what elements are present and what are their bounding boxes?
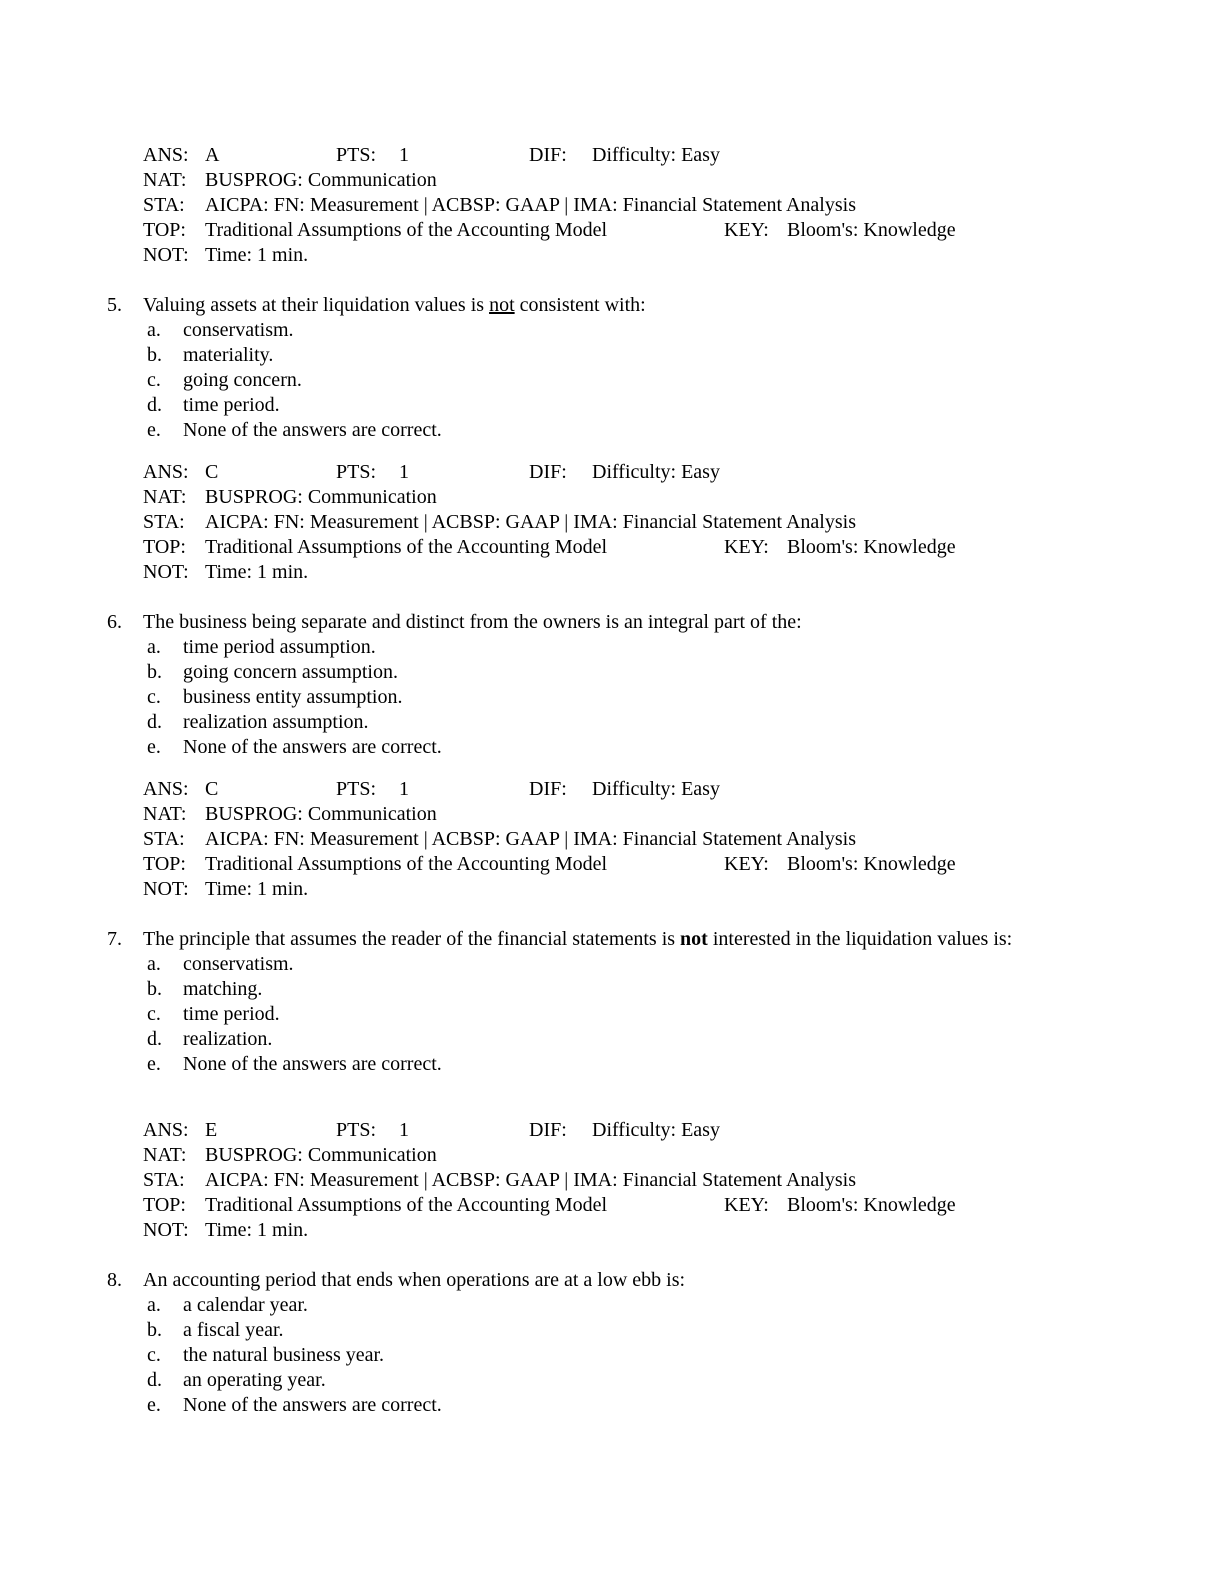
choice-letter: d. xyxy=(147,1369,162,1391)
choice-letter: e. xyxy=(147,1053,161,1075)
sta-value: AICPA: FN: Measurement | ACBSP: GAAP | IMA: Financial Statement Analysis xyxy=(205,511,856,533)
not-label: NOT: xyxy=(143,561,189,583)
key-label: KEY: xyxy=(724,1194,769,1216)
sta-label: STA: xyxy=(143,511,185,533)
question-stem xyxy=(107,293,1107,318)
choice-letter: a. xyxy=(147,319,161,341)
choice-d xyxy=(147,393,1107,418)
stem-text: An accounting period that ends when operations are at a low ebb is: xyxy=(143,1269,686,1291)
choice-text: going concern assumption. xyxy=(183,661,398,683)
choice-letter: b. xyxy=(147,978,162,1000)
choice-c xyxy=(147,1343,1107,1368)
choice-text: realization. xyxy=(183,1028,273,1050)
choice-text: None of the answers are correct. xyxy=(183,736,442,758)
pts-value: 1 xyxy=(399,461,409,483)
stem-text: Valuing assets at their liquidation values is xyxy=(143,294,490,316)
choice-letter: d. xyxy=(147,711,162,733)
choice-text: None of the answers are correct. xyxy=(183,1053,442,1075)
pts-label: PTS: xyxy=(336,1119,377,1141)
choice-e xyxy=(147,1393,1107,1418)
top-label: TOP: xyxy=(143,536,186,558)
dif-value: Difficulty: Easy xyxy=(592,778,720,800)
question-number: 6. xyxy=(107,611,122,633)
choice-list xyxy=(147,635,1107,760)
ans-label: ANS: xyxy=(143,144,189,166)
pts-label: PTS: xyxy=(336,461,377,483)
choice-letter: b. xyxy=(147,661,162,683)
not-value: Time: 1 min. xyxy=(205,244,309,266)
choice-c xyxy=(147,1002,1107,1027)
stem-text: The principle that assumes the reader of the financial statements is xyxy=(143,928,681,950)
question-stem xyxy=(107,927,1107,952)
nat-value: BUSPROG: Communication xyxy=(205,1144,437,1166)
sta-value: AICPA: FN: Measurement | ACBSP: GAAP | IMA: Financial Statement Analysis xyxy=(205,1169,856,1191)
choice-text: realization assumption. xyxy=(183,711,369,733)
choice-letter: e. xyxy=(147,1394,161,1416)
choice-list xyxy=(147,318,1107,443)
ans-label: ANS: xyxy=(143,778,189,800)
ans-value: C xyxy=(205,461,219,483)
nat-value: BUSPROG: Communication xyxy=(205,803,437,825)
question-number: 5. xyxy=(107,294,122,316)
choice-d xyxy=(147,1027,1107,1052)
choice-letter: b. xyxy=(147,344,162,366)
stem-text-after: consistent with: xyxy=(514,294,646,316)
sta-label: STA: xyxy=(143,194,185,216)
choice-letter: c. xyxy=(147,369,161,391)
choice-a xyxy=(147,1293,1107,1318)
choice-c xyxy=(147,685,1107,710)
sta-label: STA: xyxy=(143,1169,185,1191)
dif-value: Difficulty: Easy xyxy=(592,144,720,166)
key-value: Bloom's: Knowledge xyxy=(787,536,956,558)
choice-b xyxy=(147,660,1107,685)
nat-label: NAT: xyxy=(143,486,187,508)
choice-text: materiality. xyxy=(183,344,274,366)
choice-letter: c. xyxy=(147,1344,161,1366)
choice-text: time period. xyxy=(183,394,280,416)
choice-text: the natural business year. xyxy=(183,1344,385,1366)
choice-list xyxy=(147,952,1107,1077)
dif-value: Difficulty: Easy xyxy=(592,1119,720,1141)
choice-b xyxy=(147,1318,1107,1343)
ans-value: C xyxy=(205,778,219,800)
top-value: Traditional Assumptions of the Accounting Model xyxy=(205,853,608,875)
key-label: KEY: xyxy=(724,536,769,558)
not-label: NOT: xyxy=(143,1219,189,1241)
choice-text: a fiscal year. xyxy=(183,1319,284,1341)
not-value: Time: 1 min. xyxy=(205,561,309,583)
question-8 xyxy=(107,1268,1107,1418)
ans-label: ANS: xyxy=(143,1119,189,1141)
choice-a xyxy=(147,952,1107,977)
not-label: NOT: xyxy=(143,878,189,900)
top-label: TOP: xyxy=(143,219,186,241)
choice-letter: a. xyxy=(147,1294,161,1316)
choice-text: a calendar year. xyxy=(183,1294,308,1316)
not-value: Time: 1 min. xyxy=(205,1219,309,1241)
choice-text: None of the answers are correct. xyxy=(183,1394,442,1416)
choice-text: None of the answers are correct. xyxy=(183,419,442,441)
choice-letter: e. xyxy=(147,736,161,758)
choice-letter: e. xyxy=(147,419,161,441)
choice-list xyxy=(147,1293,1107,1418)
question-number: 8. xyxy=(107,1269,122,1291)
pts-label: PTS: xyxy=(336,778,377,800)
sta-value: AICPA: FN: Measurement | ACBSP: GAAP | IMA: Financial Statement Analysis xyxy=(205,194,856,216)
stem-text: The business being separate and distinct from the owners is an integral part of the: xyxy=(143,611,802,633)
nat-label: NAT: xyxy=(143,1144,187,1166)
nat-label: NAT: xyxy=(143,169,187,191)
dif-label: DIF: xyxy=(529,144,567,166)
choice-a xyxy=(147,318,1107,343)
choice-text: matching. xyxy=(183,978,263,1000)
choice-a xyxy=(147,635,1107,660)
choice-text: going concern. xyxy=(183,369,302,391)
pts-value: 1 xyxy=(399,144,409,166)
choice-letter: a. xyxy=(147,953,161,975)
question-stem xyxy=(107,1268,1107,1293)
stem-bold: not xyxy=(680,928,708,950)
stem-underline: not xyxy=(489,294,515,316)
choice-text: time period assumption. xyxy=(183,636,376,658)
choice-e xyxy=(147,418,1107,443)
question-number: 7. xyxy=(107,928,122,950)
choice-text: time period. xyxy=(183,1003,280,1025)
question-6 xyxy=(107,610,1107,760)
choice-d xyxy=(147,1368,1107,1393)
choice-letter: c. xyxy=(147,686,161,708)
choice-letter: d. xyxy=(147,1028,162,1050)
choice-letter: b. xyxy=(147,1319,162,1341)
top-value: Traditional Assumptions of the Accounting Model xyxy=(205,219,608,241)
ans-label: ANS: xyxy=(143,461,189,483)
question-7 xyxy=(107,927,1107,1077)
choice-b xyxy=(147,977,1107,1002)
dif-label: DIF: xyxy=(529,778,567,800)
top-label: TOP: xyxy=(143,1194,186,1216)
nat-label: NAT: xyxy=(143,803,187,825)
sta-value: AICPA: FN: Measurement | ACBSP: GAAP | IMA: Financial Statement Analysis xyxy=(205,828,856,850)
not-label: NOT: xyxy=(143,244,189,266)
choice-letter: a. xyxy=(147,636,161,658)
choice-e xyxy=(147,1052,1107,1077)
choice-c xyxy=(147,368,1107,393)
choice-e xyxy=(147,735,1107,760)
ans-value: E xyxy=(205,1119,218,1141)
choice-letter: d. xyxy=(147,394,162,416)
ans-value: A xyxy=(205,144,220,166)
dif-label: DIF: xyxy=(529,461,567,483)
key-value: Bloom's: Knowledge xyxy=(787,219,956,241)
top-value: Traditional Assumptions of the Accounting Model xyxy=(205,1194,608,1216)
choice-d xyxy=(147,710,1107,735)
stem-text-after: interested in the liquidation values is: xyxy=(707,928,1013,950)
pts-value: 1 xyxy=(399,1119,409,1141)
pts-value: 1 xyxy=(399,778,409,800)
nat-value: BUSPROG: Communication xyxy=(205,486,437,508)
top-value: Traditional Assumptions of the Accounting Model xyxy=(205,536,608,558)
choice-text: business entity assumption. xyxy=(183,686,403,708)
sta-label: STA: xyxy=(143,828,185,850)
key-value: Bloom's: Knowledge xyxy=(787,1194,956,1216)
key-label: KEY: xyxy=(724,853,769,875)
choice-text: conservatism. xyxy=(183,319,294,341)
choice-text: conservatism. xyxy=(183,953,294,975)
dif-label: DIF: xyxy=(529,1119,567,1141)
not-value: Time: 1 min. xyxy=(205,878,309,900)
nat-value: BUSPROG: Communication xyxy=(205,169,437,191)
pts-label: PTS: xyxy=(336,144,377,166)
top-label: TOP: xyxy=(143,853,186,875)
key-label: KEY: xyxy=(724,219,769,241)
choice-letter: c. xyxy=(147,1003,161,1025)
key-value: Bloom's: Knowledge xyxy=(787,853,956,875)
question-stem xyxy=(107,610,1107,635)
choice-b xyxy=(147,343,1107,368)
choice-text: an operating year. xyxy=(183,1369,326,1391)
dif-value: Difficulty: Easy xyxy=(592,461,720,483)
question-5 xyxy=(107,293,1107,443)
